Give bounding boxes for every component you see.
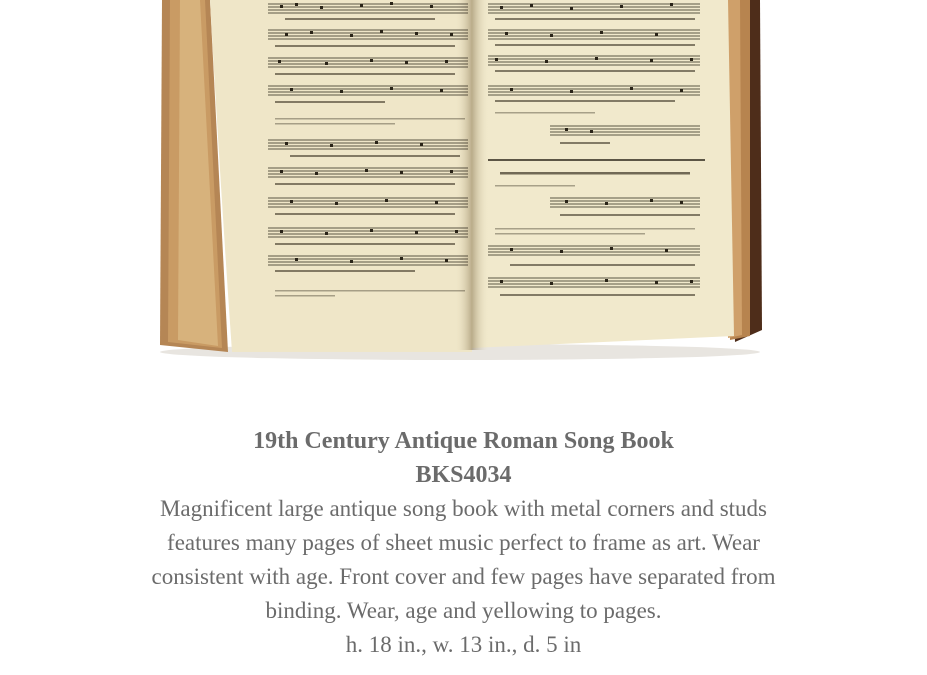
product-dimensions: h. 18 in., w. 13 in., d. 5 in xyxy=(345,632,582,657)
product-description: Magnificent large antique song book with metal corners and studs features many pages of sheet music perfect to frame as art. Wear consistent with age. Front cover and few pages have separated from binding. Wear, age and yellowing to pages. xyxy=(151,496,776,623)
product-caption xyxy=(0,424,927,662)
product-title: 19th Century Antique Roman Song Book xyxy=(253,428,674,454)
product-photo xyxy=(150,0,770,365)
product-sku: BKS4034 xyxy=(415,462,512,488)
open-book-illustration xyxy=(150,0,770,365)
